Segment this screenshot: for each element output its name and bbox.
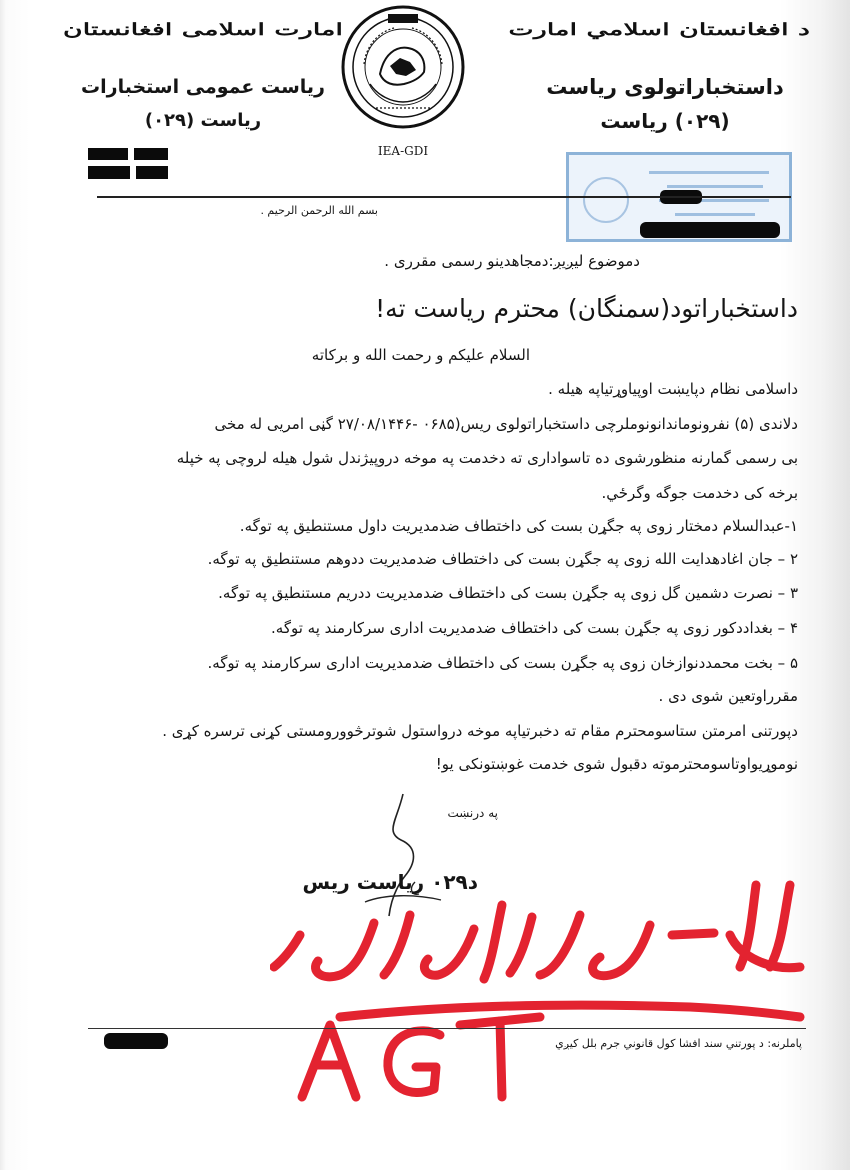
body-line: نوموړیواوتاسومحترموته دقبول شوی خدمت غوښتونکی یو!: [435, 755, 798, 773]
list-item: ۵ – بخت محمددنوازخان زوی په جگړن بست کی داختطاف ضدمدیریت اداری سرکارمند په توگه.: [207, 654, 798, 672]
body-line: دلاندی (۵) نفرونوماندانونوملرچی داستخباراتولوی ریس(۰۶۸۵ -۲۷/۰۸/۱۴۴۶ گڼی امریی له مخی: [214, 415, 798, 433]
header-left-calligraphy: امارت اسلامی افغانستان: [62, 20, 344, 40]
list-item: ۴ – بغداددکور زوی په جگړن بست کی داختطاف ضدمدیریت اداری سرکارمند په توگه.: [271, 619, 798, 637]
redaction-block: [104, 1033, 168, 1049]
list-item: ۲ – جان اغادهدایت الله زوی په جگړن بست کی داختطاف ضدمدیریت ددوهم مستنطیق په توگه.: [207, 550, 798, 568]
redaction-block: [640, 222, 780, 238]
red-handwriting: [270, 875, 830, 1105]
seal-caption: IEA-GDI: [377, 144, 429, 158]
subject-line: دموضوع لیږیږ:دمجاهدینو رسمی مقرری .: [384, 252, 640, 270]
emblem-seal-icon: [340, 4, 466, 130]
body-line: دپورتنی امرمتن ستاسومحترم مقام ته دخبرتیاپه موخه درواستول شوترڅوورومستی کړنی ترسره کړی .: [162, 722, 798, 740]
header-divider: [97, 196, 791, 198]
list-item: ۱-عبدالسلام دمختار زوی په جگړن بست کی داختطاف ضدمدیریت داول مستنطیق په توگه.: [239, 517, 798, 535]
body-line: بی رسمی گمارنه منظورشوی ده تاسواداری ته دخدمت په موخه دروپیژندل شول هیله لروچی په خپله: [176, 449, 798, 467]
header-left: [58, 20, 348, 138]
closing-phrase: په درنښت: [447, 806, 498, 820]
redaction-block: [88, 148, 128, 160]
header-left-directorate: ریاست عمومی استخبارات: [81, 76, 325, 98]
header-right-office: (۰۲۹) ریاست: [600, 109, 730, 133]
addressee: داستخباراتود(سمنگان) محترم ریاست ته!: [375, 294, 798, 323]
body-line: برخه کی دخدمت جوگه وگرځي.: [601, 484, 798, 502]
confidentiality-note: پاملرنه: د پورتني سند افشا کول قانوني جرم بلل کیږي: [555, 1037, 802, 1050]
list-item: ۳ – نصرت دشمین گل زوی په جگړن بست کی داختطاف ضدمدیریت ددریم مستنطیق په توگه.: [218, 584, 798, 602]
header-right: [508, 20, 810, 138]
redaction-block: [88, 166, 130, 179]
header-left-office: ریاست (۰۲۹): [144, 110, 262, 131]
redaction-block: [136, 166, 168, 179]
body-line: داسلامی نظام دپایښت اوپیاوړتیاپه هیله .: [548, 380, 798, 398]
stamp-emblem-icon: [583, 177, 629, 223]
bismillah: بسم الله الرحمن الرحیم .: [260, 204, 378, 217]
greeting: السلام علیکم و رحمت الله و برکاته: [311, 346, 530, 364]
redaction-block: [134, 148, 168, 160]
header-right-calligraphy: د افغانستان اسلامي امارت: [508, 20, 810, 40]
signer-title: د۰۲۹ ریاست ریس: [302, 870, 478, 894]
header-right-directorate: داستخباراتولوی ریاست: [546, 75, 784, 99]
body-line: مقرراوتعین شوی دی .: [658, 687, 798, 705]
footer-divider: [88, 1028, 806, 1029]
